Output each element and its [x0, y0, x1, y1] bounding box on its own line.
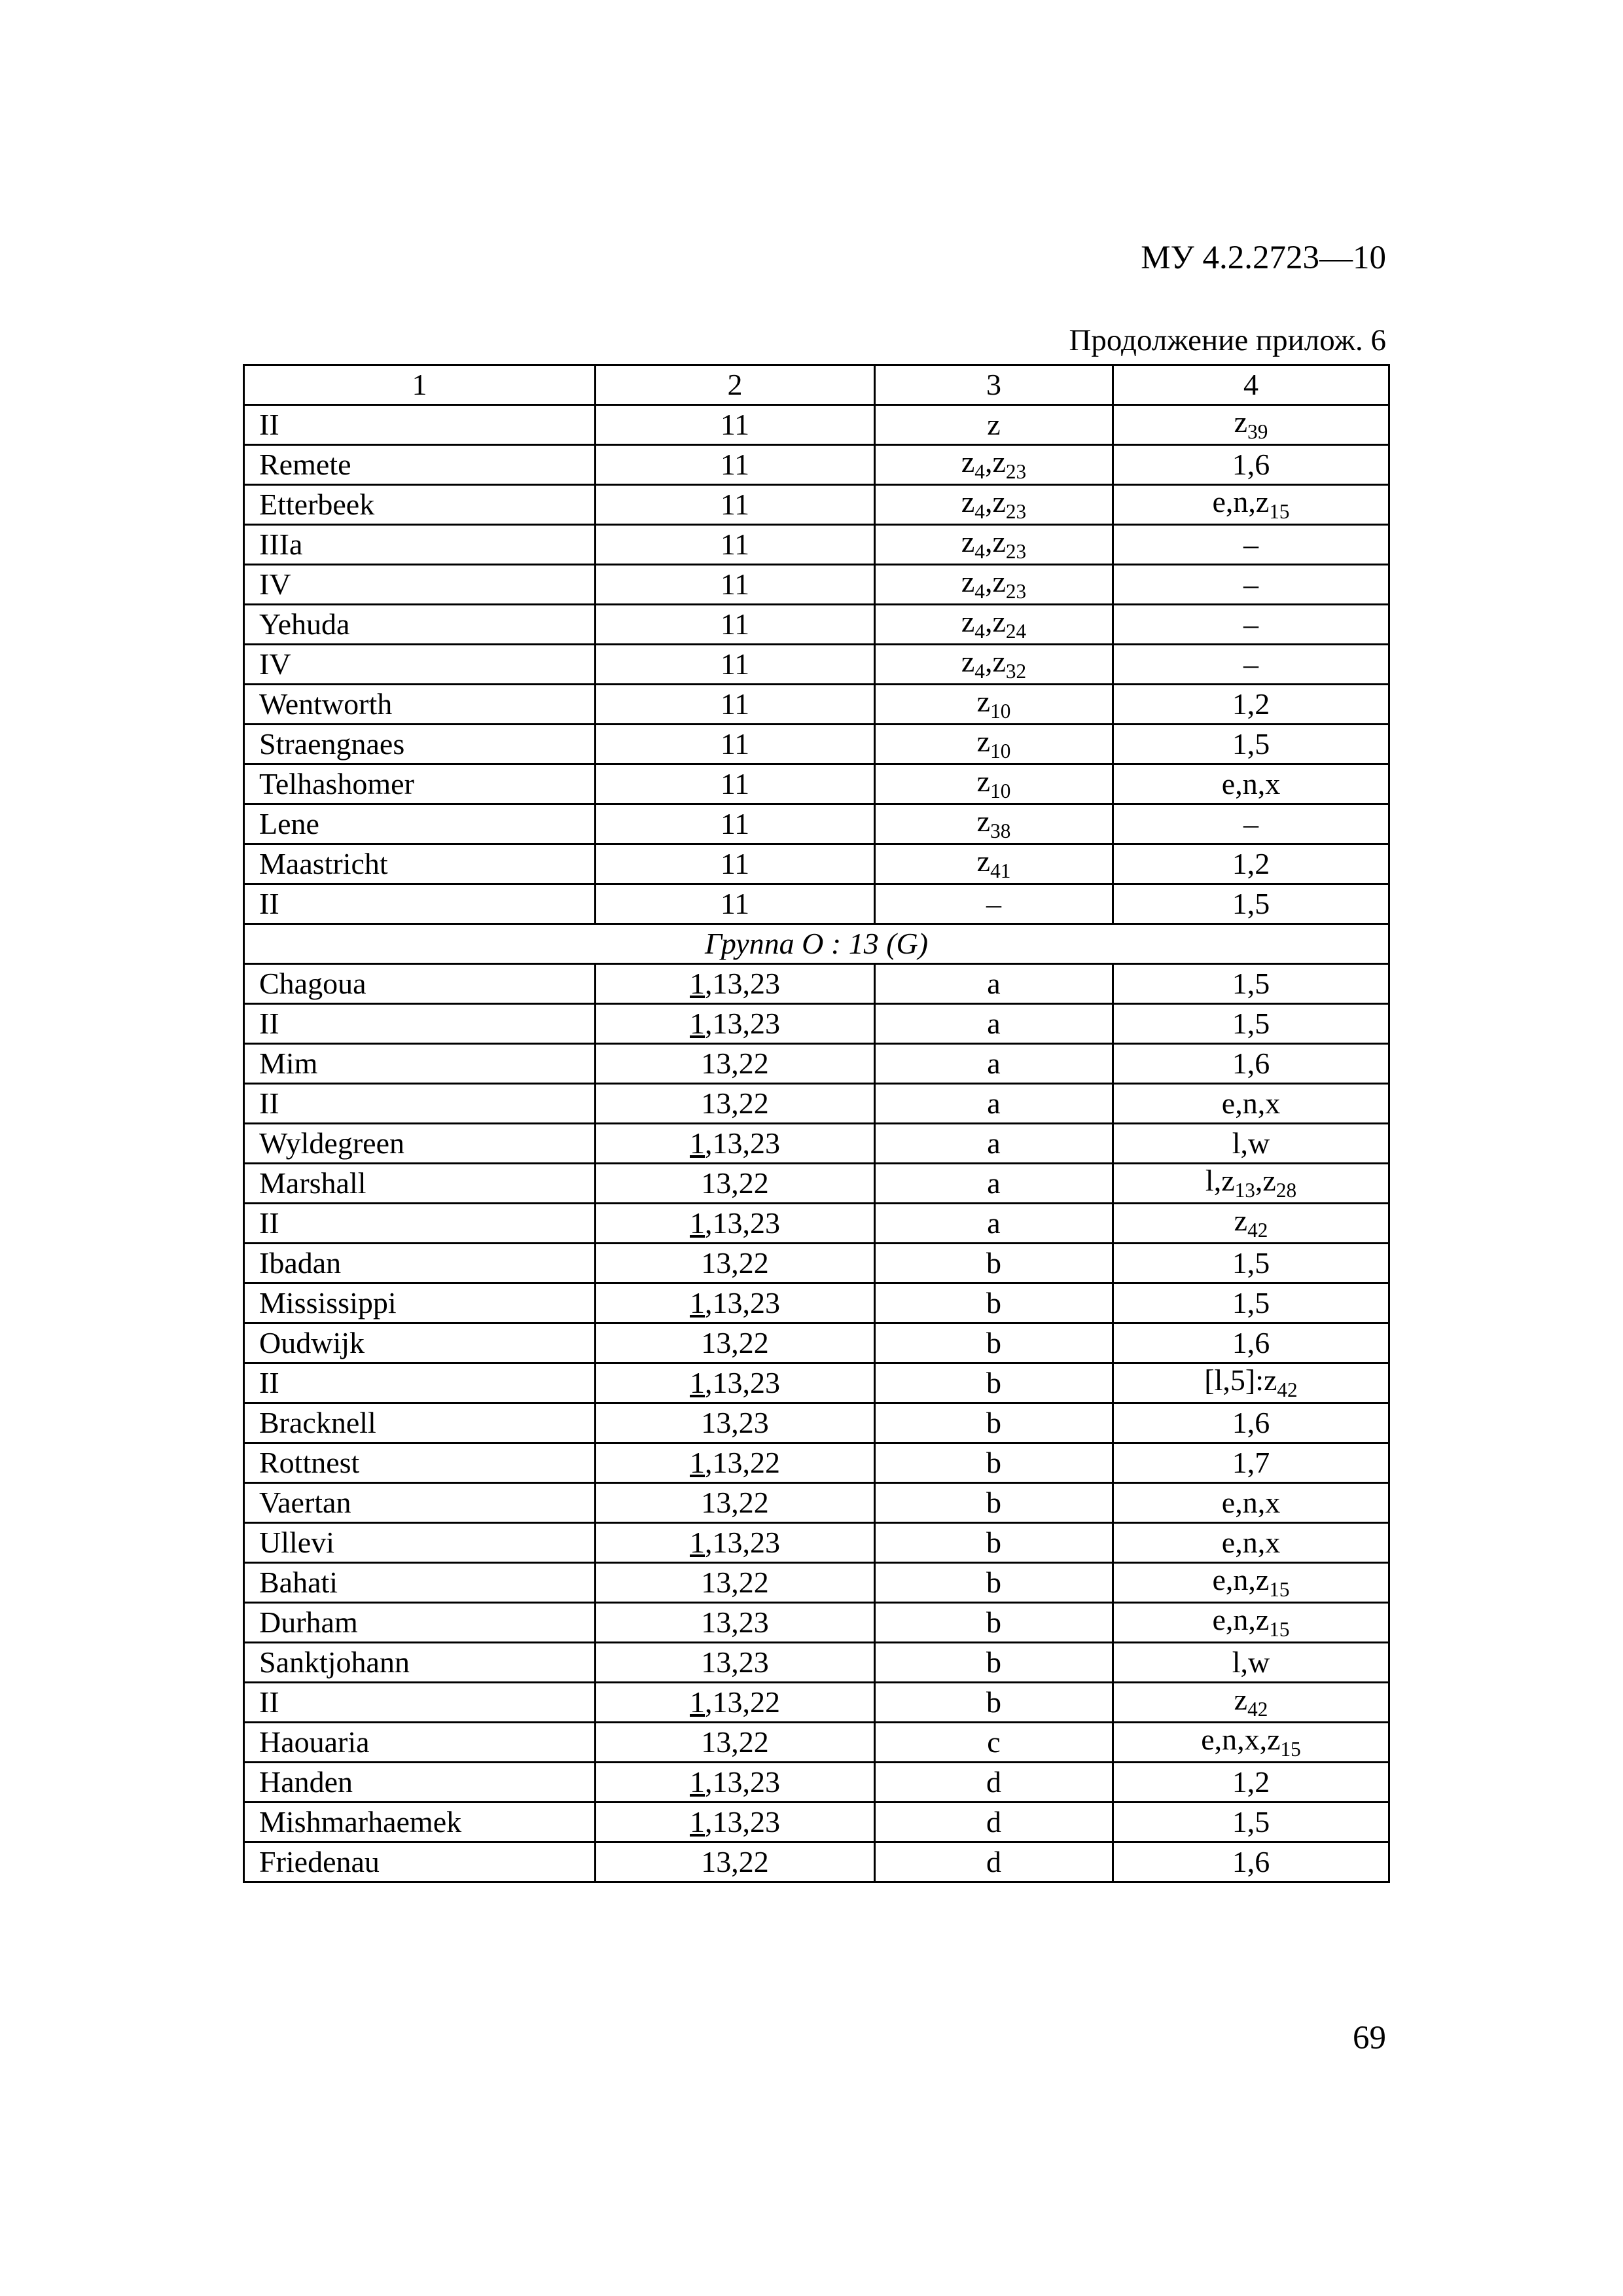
- o-antigen-cell: 1,13,23: [596, 1204, 875, 1244]
- h-phase1-cell: b: [875, 1283, 1113, 1323]
- h-phase2-cell: –: [1113, 525, 1389, 565]
- table-row: [244, 1803, 1389, 1842]
- o-antigen-cell: 13,22: [596, 1244, 875, 1283]
- serotype-name-cell: Bracknell: [244, 1403, 596, 1443]
- h-phase1-cell: $z_{38}$: [875, 804, 1113, 844]
- table-body: [244, 405, 1389, 1882]
- h-phase1-cell: z: [875, 405, 1113, 445]
- o-antigen-cell: 1,13,23: [596, 1523, 875, 1563]
- group-label: Группа O : 13 (G): [244, 924, 1389, 964]
- table-row: [244, 964, 1389, 1004]
- h-phase1-cell: b: [875, 1323, 1113, 1363]
- serotype-name-cell: Mississippi: [244, 1283, 596, 1323]
- table-row: [244, 884, 1389, 924]
- o-antigen-cell: 11: [596, 685, 875, 725]
- serotype-name-cell: Haouaria: [244, 1723, 596, 1763]
- h-phase1-cell: a: [875, 1044, 1113, 1084]
- o-antigen-cell: 11: [596, 605, 875, 645]
- serotype-name-cell: Etterbeek: [244, 485, 596, 525]
- h-phase2-cell: $e,n,z_{15}$: [1113, 1603, 1389, 1643]
- o-antigen-cell: 13,22: [596, 1323, 875, 1363]
- o-antigen-cell: 13,22: [596, 1723, 875, 1763]
- o-antigen-cell: 13,22: [596, 1842, 875, 1882]
- o-antigen-cell: 13,22: [596, 1483, 875, 1523]
- h-phase1-cell: b: [875, 1403, 1113, 1443]
- o-antigen-cell: 1,13,23: [596, 964, 875, 1004]
- o-antigen-cell: 1,13,22: [596, 1683, 875, 1723]
- table-row: [244, 1443, 1389, 1483]
- serotype-name-cell: IIIa: [244, 525, 596, 565]
- table-row: [244, 804, 1389, 844]
- serotype-name-cell: Telhashomer: [244, 764, 596, 804]
- table-row: [244, 485, 1389, 525]
- serotype-name-cell: IV: [244, 645, 596, 685]
- h-phase1-cell: b: [875, 1603, 1113, 1643]
- serotype-name-cell: II: [244, 1004, 596, 1044]
- o-antigen-cell: 1,13,23: [596, 1763, 875, 1803]
- serotype-name-cell: Straengnaes: [244, 725, 596, 764]
- h-phase2-cell: 1,2: [1113, 685, 1389, 725]
- o-antigen-cell: 11: [596, 565, 875, 605]
- page-number: 69: [1353, 2020, 1386, 2056]
- table-row: [244, 1643, 1389, 1683]
- table-row: [244, 725, 1389, 764]
- group-header-row: [244, 924, 1389, 964]
- h-phase2-cell: $l,z_{13},z_{28}$: [1113, 1164, 1389, 1204]
- h-phase2-cell: 1,5: [1113, 1004, 1389, 1044]
- serotype-name-cell: Mim: [244, 1044, 596, 1084]
- h-phase1-cell: a: [875, 1084, 1113, 1124]
- table-row: [244, 605, 1389, 645]
- serotype-name-cell: Wyldegreen: [244, 1124, 596, 1164]
- h-phase2-cell: 1,7: [1113, 1443, 1389, 1483]
- h-phase2-cell: 1,5: [1113, 964, 1389, 1004]
- o-antigen-cell: 11: [596, 405, 875, 445]
- h-phase1-cell: a: [875, 1164, 1113, 1204]
- serotype-name-cell: Ibadan: [244, 1244, 596, 1283]
- serotype-name-cell: Lene: [244, 804, 596, 844]
- h-phase1-cell: $z_4,z_{23}$: [875, 565, 1113, 605]
- table-row: [244, 1603, 1389, 1643]
- h-phase2-cell: $z_{39}$: [1113, 405, 1389, 445]
- table-row: [244, 1563, 1389, 1603]
- h-phase1-cell: b: [875, 1363, 1113, 1403]
- table-row: [244, 685, 1389, 725]
- serotype-table: [243, 364, 1390, 1883]
- h-phase2-cell: $[l,5]:z_{42}$: [1113, 1363, 1389, 1403]
- h-phase1-cell: $z_{10}$: [875, 764, 1113, 804]
- h-phase2-cell: 1,2: [1113, 844, 1389, 884]
- serotype-name-cell: Wentworth: [244, 685, 596, 725]
- h-phase2-cell: l,w: [1113, 1124, 1389, 1164]
- h-phase1-cell: $z_4,z_{23}$: [875, 485, 1113, 525]
- h-phase1-cell: a: [875, 1124, 1113, 1164]
- h-phase2-cell: 1,6: [1113, 1323, 1389, 1363]
- o-antigen-cell: 13,23: [596, 1643, 875, 1683]
- h-phase1-cell: d: [875, 1842, 1113, 1882]
- table-row: [244, 1124, 1389, 1164]
- table-row: [244, 764, 1389, 804]
- h-phase2-cell: 1,5: [1113, 1283, 1389, 1323]
- o-antigen-cell: 11: [596, 725, 875, 764]
- serotype-name-cell: Vaertan: [244, 1483, 596, 1523]
- o-antigen-cell: 13,23: [596, 1403, 875, 1443]
- table-row: [244, 645, 1389, 685]
- h-phase2-cell: $z_{42}$: [1113, 1204, 1389, 1244]
- serotype-name-cell: Handen: [244, 1763, 596, 1803]
- h-phase2-cell: $e,n,z_{15}$: [1113, 485, 1389, 525]
- serotype-name-cell: II: [244, 1683, 596, 1723]
- h-phase1-cell: a: [875, 1204, 1113, 1244]
- o-antigen-cell: 1,13,23: [596, 1124, 875, 1164]
- o-antigen-cell: 1,13,23: [596, 1283, 875, 1323]
- o-antigen-cell: 11: [596, 525, 875, 565]
- h-phase1-cell: $z_4,z_{24}$: [875, 605, 1113, 645]
- table-row: [244, 1004, 1389, 1044]
- o-antigen-cell: 13,22: [596, 1044, 875, 1084]
- continuation-note: Продолжение прилож. 6: [1069, 323, 1386, 357]
- table-header-row: [244, 365, 1389, 405]
- o-antigen-cell: 13,22: [596, 1164, 875, 1204]
- h-phase1-cell: b: [875, 1244, 1113, 1283]
- h-phase1-cell: $z_{10}$: [875, 685, 1113, 725]
- table-row: [244, 445, 1389, 485]
- table-row: [244, 1323, 1389, 1363]
- h-phase1-cell: a: [875, 964, 1113, 1004]
- table-row: [244, 1483, 1389, 1523]
- table-row: [244, 1244, 1389, 1283]
- h-phase1-cell: $z_{10}$: [875, 725, 1113, 764]
- h-phase2-cell: 1,2: [1113, 1763, 1389, 1803]
- table-row: [244, 1363, 1389, 1403]
- h-phase2-cell: 1,5: [1113, 1244, 1389, 1283]
- serotype-name-cell: II: [244, 1084, 596, 1124]
- serotype-name-cell: Bahati: [244, 1563, 596, 1603]
- h-phase2-cell: 1,5: [1113, 725, 1389, 764]
- h-phase1-cell: b: [875, 1643, 1113, 1683]
- h-phase1-cell: a: [875, 1004, 1113, 1044]
- serotype-name-cell: II: [244, 884, 596, 924]
- serotype-name-cell: Sanktjohann: [244, 1643, 596, 1683]
- table-row: [244, 1842, 1389, 1882]
- column-header-4: 4: [1113, 365, 1389, 405]
- table-row: [244, 1723, 1389, 1763]
- h-phase2-cell: 1,6: [1113, 1044, 1389, 1084]
- o-antigen-cell: 13,23: [596, 1603, 875, 1643]
- h-phase1-cell: $z_{41}$: [875, 844, 1113, 884]
- serotype-name-cell: Rottnest: [244, 1443, 596, 1483]
- column-header-3: 3: [875, 365, 1113, 405]
- table-row: [244, 1403, 1389, 1443]
- serotype-name-cell: II: [244, 1363, 596, 1403]
- serotype-name-cell: Yehuda: [244, 605, 596, 645]
- serotype-name-cell: Durham: [244, 1603, 596, 1643]
- table-row: [244, 1283, 1389, 1323]
- serotype-name-cell: Ullevi: [244, 1523, 596, 1563]
- table-row: [244, 525, 1389, 565]
- table-row: [244, 1044, 1389, 1084]
- o-antigen-cell: 11: [596, 884, 875, 924]
- o-antigen-cell: 1,13,23: [596, 1004, 875, 1044]
- h-phase1-cell: b: [875, 1563, 1113, 1603]
- h-phase2-cell: –: [1113, 645, 1389, 685]
- o-antigen-cell: 13,22: [596, 1563, 875, 1603]
- h-phase1-cell: $z_4,z_{23}$: [875, 525, 1113, 565]
- table-row: [244, 1763, 1389, 1803]
- table-row: [244, 844, 1389, 884]
- o-antigen-cell: 11: [596, 804, 875, 844]
- h-phase2-cell: 1,5: [1113, 1803, 1389, 1842]
- h-phase1-cell: c: [875, 1723, 1113, 1763]
- table-row: [244, 1204, 1389, 1244]
- h-phase2-cell: –: [1113, 605, 1389, 645]
- h-phase2-cell: $e,n,z_{15}$: [1113, 1563, 1389, 1603]
- h-phase2-cell: e,n,x: [1113, 1483, 1389, 1523]
- h-phase2-cell: e,n,x: [1113, 1084, 1389, 1124]
- table-row: [244, 1523, 1389, 1563]
- h-phase2-cell: 1,6: [1113, 1842, 1389, 1882]
- table-row: [244, 1164, 1389, 1204]
- table-row: [244, 405, 1389, 445]
- h-phase2-cell: $e,n,x,z_{15}$: [1113, 1723, 1389, 1763]
- h-phase2-cell: 1,5: [1113, 884, 1389, 924]
- h-phase1-cell: d: [875, 1803, 1113, 1842]
- column-header-2: 2: [596, 365, 875, 405]
- serotype-name-cell: Oudwijk: [244, 1323, 596, 1363]
- h-phase1-cell: d: [875, 1763, 1113, 1803]
- h-phase1-cell: –: [875, 884, 1113, 924]
- serotype-name-cell: Chagoua: [244, 964, 596, 1004]
- serotype-name-cell: Remete: [244, 445, 596, 485]
- h-phase1-cell: b: [875, 1683, 1113, 1723]
- document-code: МУ 4.2.2723—10: [1141, 240, 1386, 276]
- o-antigen-cell: 11: [596, 645, 875, 685]
- table-row: [244, 565, 1389, 605]
- serotype-name-cell: IV: [244, 565, 596, 605]
- h-phase2-cell: e,n,x: [1113, 1523, 1389, 1563]
- o-antigen-cell: 11: [596, 764, 875, 804]
- serotype-name-cell: Friedenau: [244, 1842, 596, 1882]
- h-phase2-cell: l,w: [1113, 1643, 1389, 1683]
- h-phase2-cell: –: [1113, 565, 1389, 605]
- o-antigen-cell: 1,13,23: [596, 1363, 875, 1403]
- h-phase1-cell: b: [875, 1443, 1113, 1483]
- o-antigen-cell: 11: [596, 844, 875, 884]
- h-phase2-cell: $z_{42}$: [1113, 1683, 1389, 1723]
- serotype-name-cell: Mishmarhaemek: [244, 1803, 596, 1842]
- h-phase1-cell: b: [875, 1523, 1113, 1563]
- serotype-name-cell: Maastricht: [244, 844, 596, 884]
- o-antigen-cell: 1,13,22: [596, 1443, 875, 1483]
- serotype-name-cell: II: [244, 1204, 596, 1244]
- serotype-name-cell: Marshall: [244, 1164, 596, 1204]
- h-phase2-cell: e,n,x: [1113, 764, 1389, 804]
- o-antigen-cell: 13,22: [596, 1084, 875, 1124]
- h-phase2-cell: 1,6: [1113, 445, 1389, 485]
- table-row: [244, 1683, 1389, 1723]
- h-phase2-cell: 1,6: [1113, 1403, 1389, 1443]
- o-antigen-cell: 11: [596, 485, 875, 525]
- h-phase1-cell: $z_4,z_{23}$: [875, 445, 1113, 485]
- column-header-1: 1: [244, 365, 596, 405]
- h-phase1-cell: b: [875, 1483, 1113, 1523]
- o-antigen-cell: 1,13,23: [596, 1803, 875, 1842]
- h-phase2-cell: –: [1113, 804, 1389, 844]
- h-phase1-cell: $z_4,z_{32}$: [875, 645, 1113, 685]
- table-row: [244, 1084, 1389, 1124]
- serotype-name-cell: II: [244, 405, 596, 445]
- o-antigen-cell: 11: [596, 445, 875, 485]
